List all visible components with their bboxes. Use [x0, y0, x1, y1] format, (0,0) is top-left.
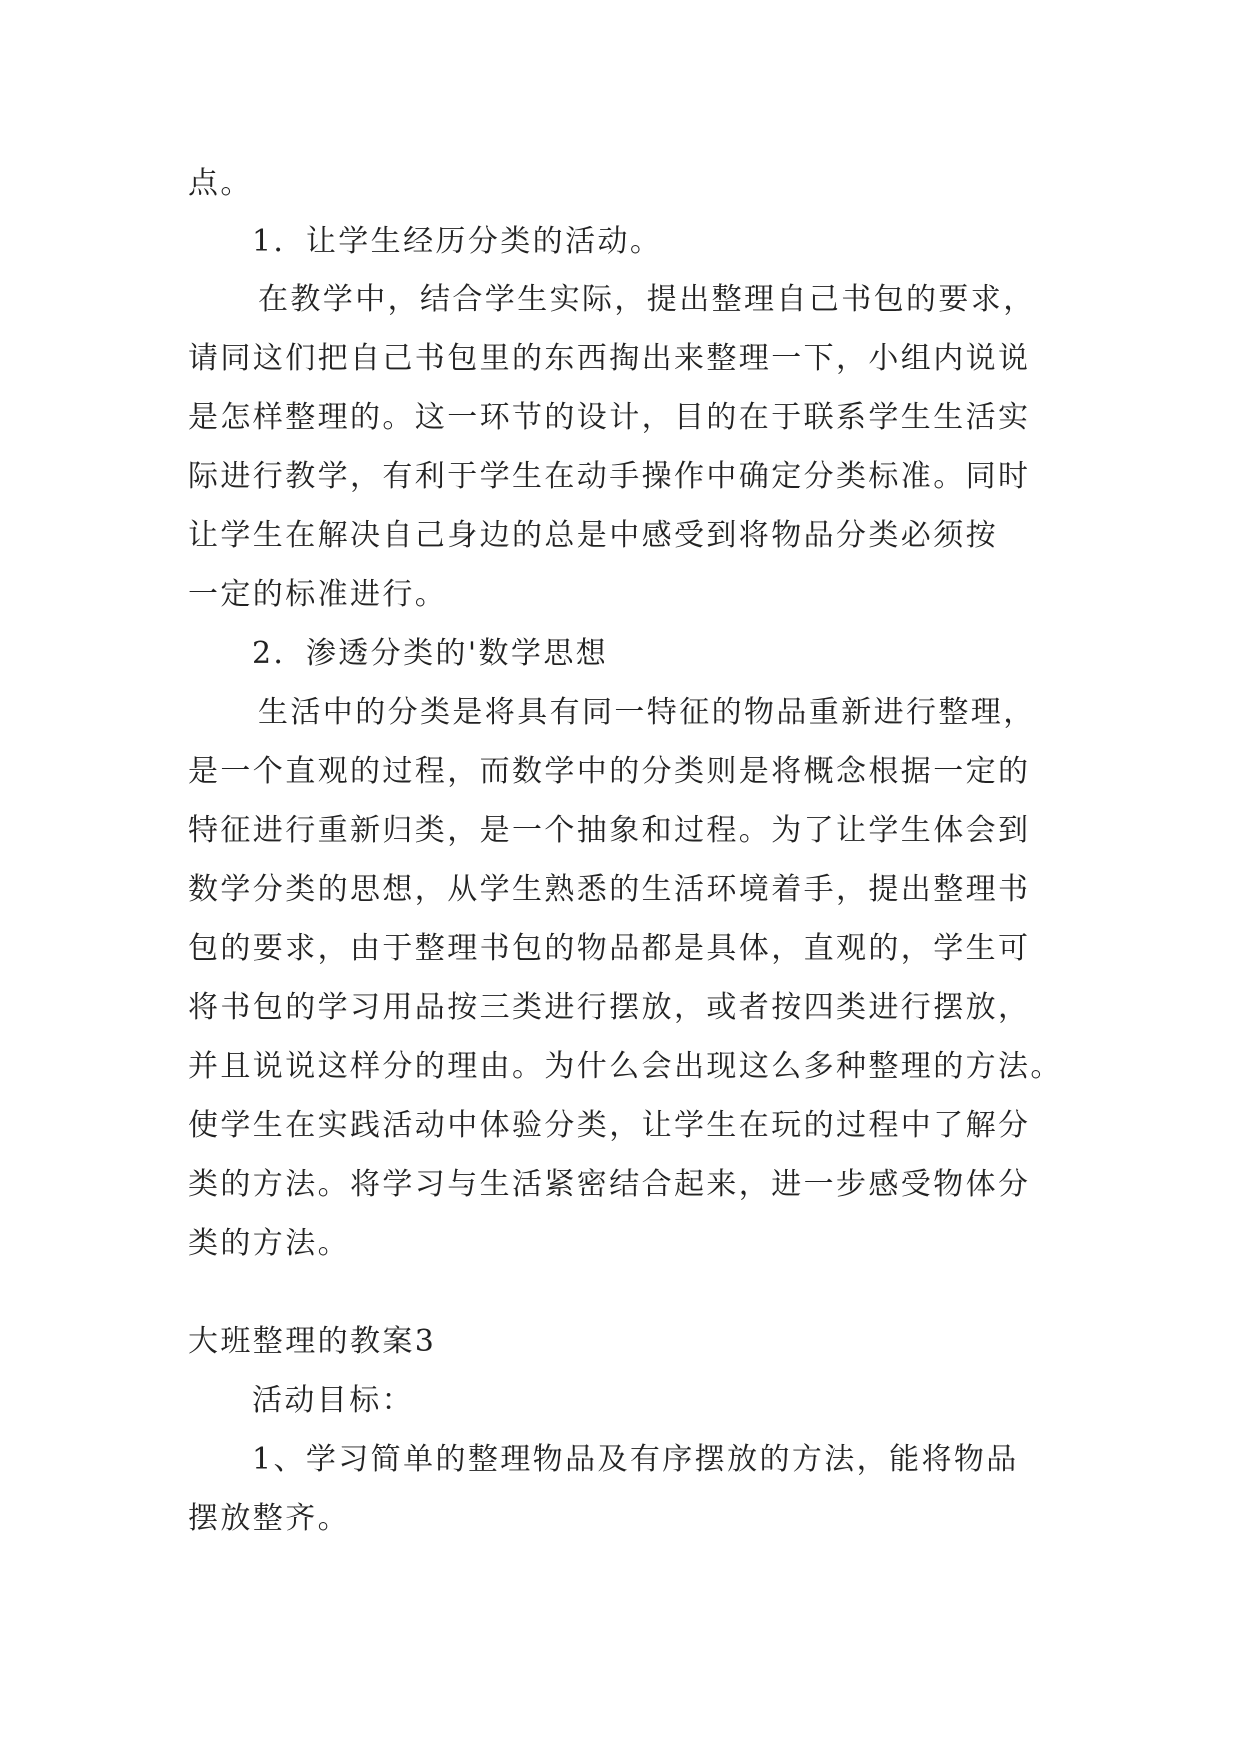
section-title: 大班整理的教案3 [188, 1324, 437, 1359]
list-item-continuation: 摆放整齐。 [188, 1501, 350, 1536]
paragraph-line: 特征进行重新归类，是一个抽象和过程。为了让学生体会到 [188, 813, 1031, 848]
paragraph-line: 数学分类的思想，从学生熟悉的生活环境着手，提出整理书 [188, 872, 1031, 907]
paragraph-line: 让学生在解决自己身边的总是中感受到将物品分类必须按 [188, 518, 998, 553]
paragraph-line: 并且说说这样分的理由。为什么会出现这么多种整理的方法。 [188, 1049, 1063, 1084]
paragraph-line: 包的要求，由于整理书包的物品都是具体，直观的，学生可 [188, 931, 1031, 966]
list-item: 1、学习简单的整理物品及有序摆放的方法，能将物品 [252, 1442, 1019, 1477]
paragraph-line: 将书包的学习用品按三类进行摆放，或者按四类进行摆放， [188, 990, 1031, 1025]
paragraph-line: 类的方法。 [188, 1226, 350, 1261]
paragraph-line: 请同这们把自己书包里的东西掏出来整理一下，小组内说说 [188, 341, 1031, 376]
paragraph-line: 际进行教学，有利于学生在动手操作中确定分类标准。同时 [188, 459, 1031, 494]
paragraph-line: 生活中的分类是将具有同一特征的物品重新进行整理， [258, 695, 1036, 730]
paragraph-line: 一定的标准进行。 [188, 577, 448, 612]
subsection-heading: 活动目标： [252, 1383, 414, 1418]
paragraph-line: 是怎样整理的。这一环节的设计，目的在于联系学生生活实 [188, 400, 1031, 435]
paragraph-line: 点。 [188, 166, 253, 201]
paragraph-line: 在教学中，结合学生实际，提出整理自己书包的要求， [258, 282, 1036, 317]
paragraph-line: 使学生在实践活动中体验分类，让学生在玩的过程中了解分 [188, 1108, 1031, 1143]
list-item-heading: 1．让学生经历分类的活动。 [252, 224, 663, 259]
paragraph-line: 是一个直观的过程，而数学中的分类则是将概念根据一定的 [188, 754, 1031, 789]
paragraph-line: 类的方法。将学习与生活紧密结合起来，进一步感受物体分 [188, 1167, 1031, 1202]
list-item-heading: 2．渗透分类的'数学思想 [252, 636, 609, 671]
